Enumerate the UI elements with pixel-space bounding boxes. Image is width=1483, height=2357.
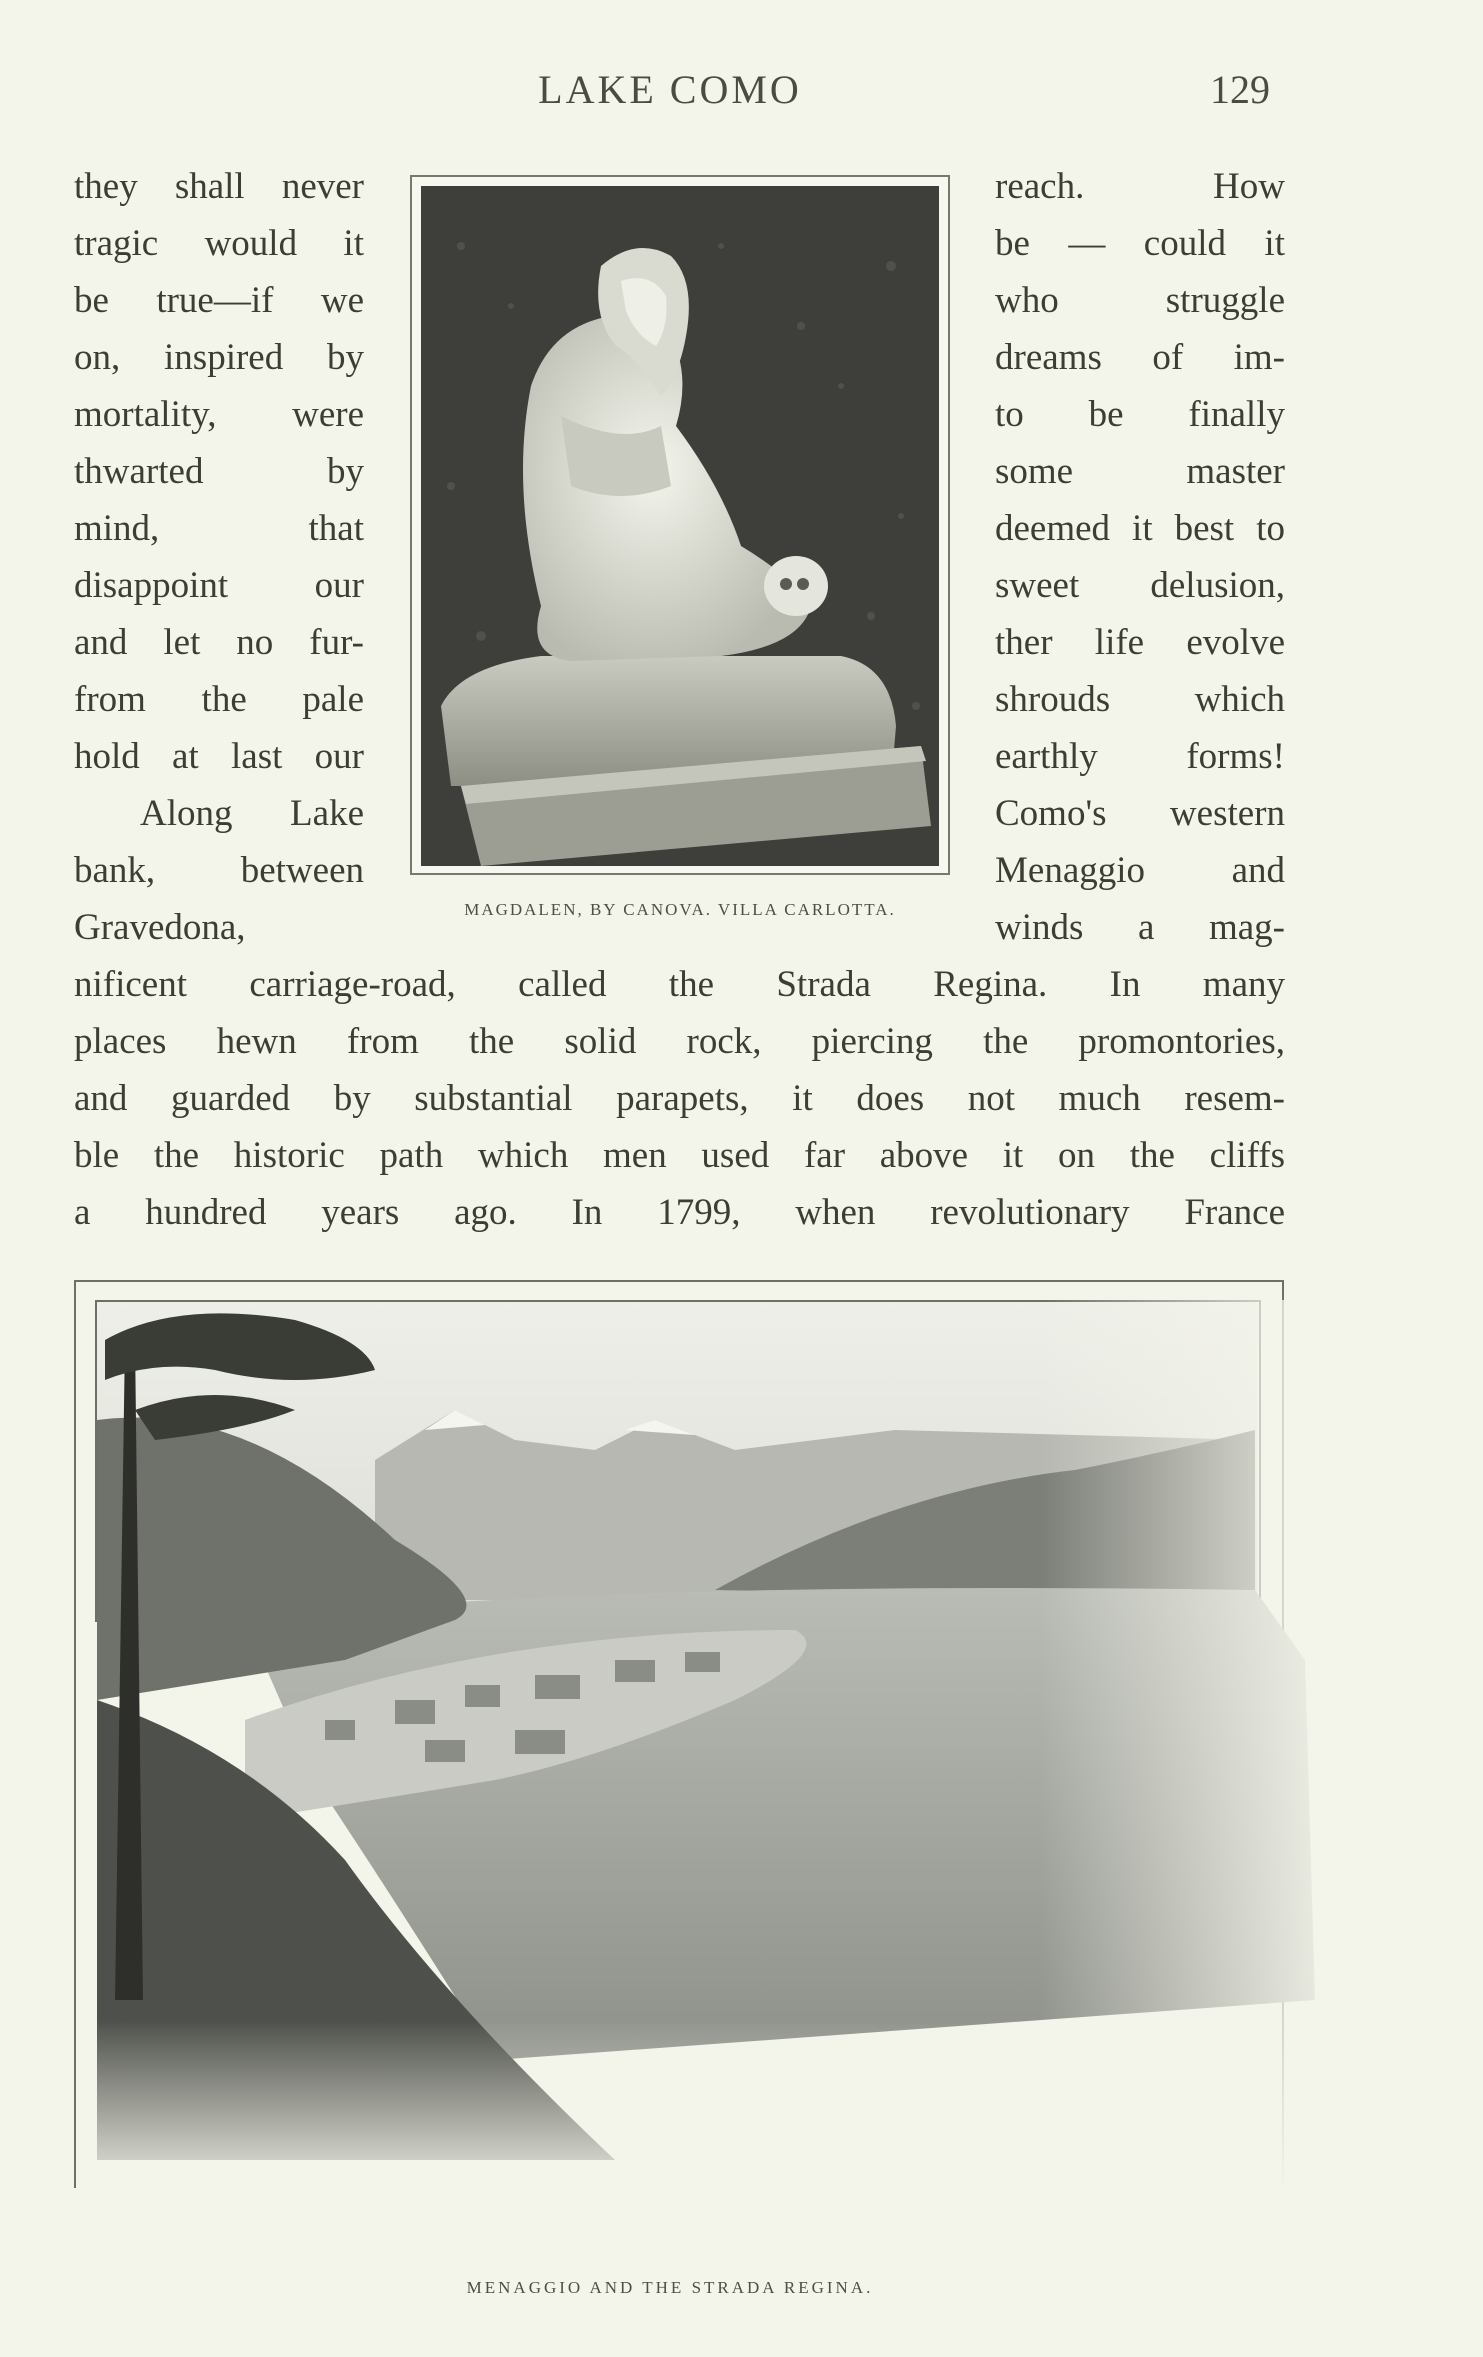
text-line: from the pale — [74, 679, 364, 720]
text-line: be — could it — [995, 223, 1285, 264]
running-title: LAKE COMO — [538, 67, 802, 112]
text-line: sweet delusion, — [995, 565, 1285, 606]
text-line: deemed it best to — [995, 508, 1285, 549]
text-line: thwarted by — [74, 451, 364, 492]
text-line: and guarded by substantial parapets, it does not much resem- — [74, 1078, 1285, 1119]
text-line: hold at last our — [74, 736, 364, 777]
text-line: shrouds which — [995, 679, 1285, 720]
text-line: tragic would it — [74, 223, 364, 264]
text-line: Menaggio and — [995, 850, 1285, 891]
right-text-column — [995, 158, 1285, 956]
page-number: 129 — [1210, 67, 1270, 112]
magdalen-photo — [410, 175, 950, 875]
text-line: they shall never — [74, 166, 364, 207]
text-line: who struggle — [995, 280, 1285, 321]
text-line: dreams of im- — [995, 337, 1285, 378]
text-line: a hundred years ago. In 1799, when revolutionary France — [74, 1192, 1285, 1233]
text-line: nificent carriage-road, called the Strada Regina. In many — [74, 964, 1285, 1005]
text-line: ther life evolve — [995, 622, 1285, 663]
text-line: bank, between — [74, 850, 364, 891]
text-line: reach. How — [995, 166, 1285, 207]
text-line: mortality, were — [74, 394, 364, 435]
full-width-paragraph — [74, 956, 1285, 1241]
text-line: places hewn from the solid rock, piercing the promontories, — [74, 1021, 1285, 1062]
magdalen-statue-illustration — [421, 186, 939, 866]
text-line: winds a mag- — [995, 907, 1285, 948]
text-line: Along Lake — [140, 793, 364, 834]
text-line: Como's western — [995, 793, 1285, 834]
text-line: and let no fur- — [74, 622, 364, 663]
text-line: be true—if we — [74, 280, 364, 321]
text-line: ble the historic path which men used far above it on the cliffs — [74, 1135, 1285, 1176]
menaggio-landscape-photo — [95, 1300, 1355, 2205]
text-line: mind, that — [74, 508, 364, 549]
left-text-column — [74, 158, 364, 956]
figure-caption-magdalen: MAGDALEN, BY CANOVA. VILLA CARLOTTA. — [464, 900, 896, 919]
figure-caption-menaggio: MENAGGIO AND THE STRADA REGINA. — [466, 2278, 874, 2297]
text-line: some master — [995, 451, 1285, 492]
text-line: Gravedona, — [74, 907, 246, 948]
text-line: to be finally — [995, 394, 1285, 435]
text-line: on, inspired by — [74, 337, 364, 378]
menaggio-landscape-illustration — [95, 1300, 1355, 2200]
text-line: disappoint our — [74, 565, 364, 606]
text-line: earthly forms! — [995, 736, 1285, 777]
